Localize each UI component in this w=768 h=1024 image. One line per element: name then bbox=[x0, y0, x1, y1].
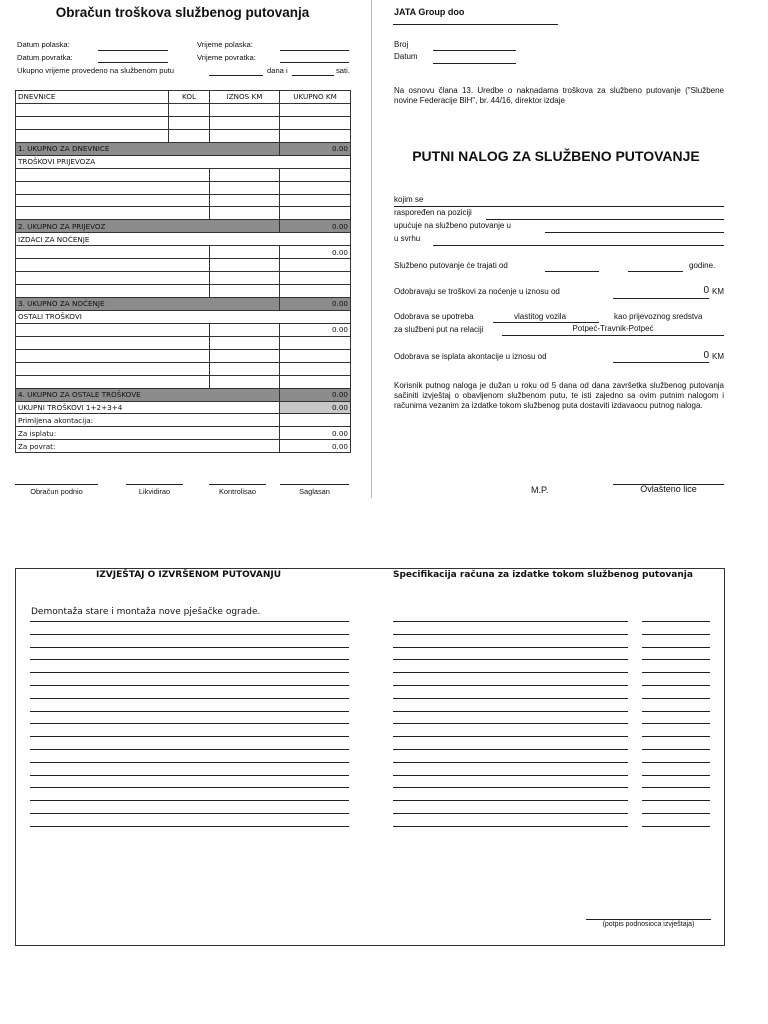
spec-line-amount[interactable] bbox=[642, 813, 710, 814]
sum-dnevnice-value: 0.00 bbox=[280, 142, 351, 155]
table-row[interactable] bbox=[16, 207, 351, 220]
sati-label: sati. bbox=[336, 66, 350, 75]
spec-line-amount[interactable] bbox=[642, 659, 710, 660]
sig-likvidirao-label: Likvidirao bbox=[138, 487, 171, 496]
col-dnevnice: DNEVNICE bbox=[16, 91, 169, 104]
sig-kontrolisao-line[interactable] bbox=[209, 484, 266, 485]
isplata-label: Za isplatu: bbox=[16, 427, 280, 440]
vrijeme-polaska-label: Vrijeme polaska: bbox=[197, 40, 253, 49]
table-row[interactable] bbox=[16, 194, 351, 207]
report-line[interactable] bbox=[30, 621, 349, 622]
section-ostali-label: OSTALI TROŠKOVI bbox=[16, 310, 351, 323]
kojim-se-label: kojim se bbox=[394, 195, 424, 204]
spec-line-desc[interactable] bbox=[393, 698, 628, 699]
report-line[interactable] bbox=[30, 711, 349, 712]
akontacija-value-right: 0 bbox=[703, 350, 709, 361]
report-signature-line[interactable] bbox=[586, 919, 711, 920]
ostali-first-value: 0.00 bbox=[280, 323, 351, 336]
total-row bbox=[16, 401, 351, 414]
section-row bbox=[16, 233, 351, 246]
total-label: UKUPNI TROŠKOVI 1+2+3+4 bbox=[16, 401, 280, 414]
spec-line-amount[interactable] bbox=[642, 749, 710, 750]
section-prijevoz-label: TROŠKOVI PRIJEVOZA bbox=[16, 155, 351, 168]
sum-prijevoz-value: 0.00 bbox=[280, 220, 351, 233]
table-row[interactable] bbox=[16, 349, 351, 362]
akontacija-value[interactable] bbox=[280, 414, 351, 427]
report-line[interactable] bbox=[30, 813, 349, 814]
akontacija-km: KM bbox=[712, 352, 724, 361]
dana-i-label: dana i bbox=[267, 66, 288, 75]
report-line[interactable] bbox=[30, 749, 349, 750]
report-box bbox=[15, 568, 725, 946]
sig-saglasan-label: Saglasan bbox=[299, 487, 330, 496]
putni-nalog-title: PUTNI NALOG ZA SLUŽBENO PUTOVANJE bbox=[412, 148, 700, 164]
table-row[interactable] bbox=[16, 323, 351, 336]
sum-dnevnice-label: 1. UKUPNO ZA DNEVNICE bbox=[16, 142, 280, 155]
sati-field[interactable] bbox=[292, 75, 334, 76]
spec-line-desc[interactable] bbox=[393, 762, 628, 763]
intro-paragraph: Na osnovu člana 13. Uredbe o naknadama troškova za službeno putovanje ("Službene novine Federacije BiH", br. 44/16, direktor izdaje bbox=[394, 86, 724, 105]
relacija-value: Potpeć-Travnik-Potpeć bbox=[572, 324, 654, 333]
table-row[interactable] bbox=[16, 246, 351, 259]
dana-field[interactable] bbox=[209, 75, 263, 76]
spec-line-amount[interactable] bbox=[642, 711, 710, 712]
nocenje-first-value: 0.00 bbox=[280, 246, 351, 259]
table-row[interactable] bbox=[16, 168, 351, 181]
nocenje-label: Odobravaju se troškovi za noćenje u iznosu od bbox=[394, 287, 560, 296]
spec-line-desc[interactable] bbox=[393, 659, 628, 660]
report-line[interactable] bbox=[30, 775, 349, 776]
report-signature-label: (potpis podnosioca izvještaja) bbox=[602, 921, 695, 928]
report-line[interactable] bbox=[30, 736, 349, 737]
u-svrhu-field[interactable] bbox=[433, 245, 724, 246]
col-ukupno: UKUPNO KM bbox=[280, 91, 351, 104]
spec-line-desc[interactable] bbox=[393, 775, 628, 776]
report-line[interactable] bbox=[30, 800, 349, 801]
relacija-label: za službeni put na relaciji bbox=[394, 325, 484, 334]
spec-line-desc[interactable] bbox=[393, 723, 628, 724]
upotreba-label: Odobrava se upotreba bbox=[394, 312, 474, 321]
nocenje-km: KM bbox=[712, 287, 724, 296]
povrat-value: 0.00 bbox=[280, 440, 351, 453]
page-divider bbox=[371, 0, 372, 498]
trajati-label: Službeno putovanje će trajati od bbox=[394, 261, 508, 270]
report-line[interactable] bbox=[30, 787, 349, 788]
report-line[interactable] bbox=[30, 762, 349, 763]
spec-line-desc[interactable] bbox=[393, 813, 628, 814]
broj-field[interactable] bbox=[433, 50, 516, 51]
sum-prijevoz-row bbox=[16, 220, 351, 233]
akontacija-label: Primljena akontacija: bbox=[16, 414, 280, 427]
report-line[interactable] bbox=[30, 672, 349, 673]
notice-paragraph: Korisnik putnog naloga je dužan u roku od 5 dana od dana završetka službenog putovanja sačiniti izvještaj o obavljenom službenom putu, te isti zajedno sa ovim putnim nalogom i računima vezanim za izdatke tokom službenog puta dostaviti izdavaocu putnog naloga. bbox=[394, 381, 724, 410]
nocenje-field[interactable] bbox=[613, 298, 709, 299]
spec-line-amount[interactable] bbox=[642, 787, 710, 788]
mp-label: M.P. bbox=[531, 485, 549, 495]
report-line[interactable] bbox=[30, 723, 349, 724]
godine-label: godine. bbox=[689, 261, 716, 270]
sum-nocenje-row bbox=[16, 298, 351, 311]
table-row[interactable] bbox=[16, 336, 351, 349]
report-line[interactable] bbox=[30, 698, 349, 699]
spec-line-amount[interactable] bbox=[642, 672, 710, 673]
spec-line-amount[interactable] bbox=[642, 698, 710, 699]
spec-line-amount[interactable] bbox=[642, 634, 710, 635]
akontacija-row bbox=[16, 414, 351, 427]
sig-saglasan-line[interactable] bbox=[280, 484, 349, 485]
trajati-do-field[interactable] bbox=[628, 271, 683, 272]
table-row[interactable] bbox=[16, 362, 351, 375]
table-row[interactable] bbox=[16, 103, 351, 116]
col-iznos: IZNOS KM bbox=[210, 91, 280, 104]
sum-prijevoz-label: 2. UKUPNO ZA PRIJEVOZ bbox=[16, 220, 280, 233]
spec-line-amount[interactable] bbox=[642, 685, 710, 686]
datum-povratka-label: Datum povratka: bbox=[17, 53, 73, 62]
isplata-value: 0.00 bbox=[280, 427, 351, 440]
datum-label: Datum bbox=[394, 52, 418, 61]
spec-line-desc[interactable] bbox=[393, 787, 628, 788]
section-row bbox=[16, 310, 351, 323]
table-row[interactable] bbox=[16, 272, 351, 285]
spec-line-desc[interactable] bbox=[393, 672, 628, 673]
spec-line-desc[interactable] bbox=[393, 621, 628, 622]
rasporeden-field[interactable] bbox=[486, 219, 724, 220]
report-text: Demontaža stare i montaža nove pješačke ograde. bbox=[31, 607, 261, 617]
report-line[interactable] bbox=[30, 685, 349, 686]
spec-line-desc[interactable] bbox=[393, 749, 628, 750]
ukupno-vrijeme-label: Ukupno vrijeme provedeno na službenom putu bbox=[17, 66, 175, 75]
sum-nocenje-value: 0.00 bbox=[280, 298, 351, 311]
isplata-row bbox=[16, 427, 351, 440]
spec-line-amount[interactable] bbox=[642, 736, 710, 737]
table-row[interactable] bbox=[16, 259, 351, 272]
akontacija-field[interactable] bbox=[613, 362, 709, 363]
report-line[interactable] bbox=[30, 647, 349, 648]
sum-ostali-label: 4. UKUPNO ZA OSTALE TROŠKOVE bbox=[16, 388, 280, 401]
sig-obracun-line[interactable] bbox=[15, 484, 98, 485]
spec-title: Specifikacija računa za izdatke tokom službenog putovanja bbox=[393, 570, 693, 580]
akontacija-label-right: Odobrava se isplata akontacije u iznosu od bbox=[394, 352, 547, 361]
company-underline bbox=[393, 24, 558, 25]
company-name: JATA Group doo bbox=[394, 7, 465, 17]
datum-povratka-field[interactable] bbox=[98, 62, 168, 63]
vozilo-value: vlastitog vozila bbox=[514, 312, 567, 321]
spec-line-amount[interactable] bbox=[642, 826, 710, 827]
sum-dnevnice-row bbox=[16, 142, 351, 155]
table-row[interactable] bbox=[16, 375, 351, 388]
prijevozno-label: kao prijevoznog sredstva bbox=[614, 312, 703, 321]
vrijeme-polaska-field[interactable] bbox=[280, 50, 349, 51]
nocenje-value: 0 bbox=[703, 285, 709, 296]
spec-line-desc[interactable] bbox=[393, 685, 628, 686]
povrat-row bbox=[16, 440, 351, 453]
spec-line-desc[interactable] bbox=[393, 634, 628, 635]
upucuje-label: upućuje na službeno putovanje u bbox=[394, 221, 511, 230]
spec-line-amount[interactable] bbox=[642, 723, 710, 724]
rasporeden-label: raspoređen na poziciji bbox=[394, 208, 472, 217]
table-row[interactable] bbox=[16, 285, 351, 298]
sum-ostali-value: 0.00 bbox=[280, 388, 351, 401]
upucuje-field[interactable] bbox=[545, 232, 724, 233]
spec-line-amount[interactable] bbox=[642, 647, 710, 648]
spec-line-desc[interactable] bbox=[393, 826, 628, 827]
u-svrhu-label: u svrhu bbox=[394, 234, 421, 243]
relacija-field[interactable] bbox=[502, 335, 724, 336]
spec-line-amount[interactable] bbox=[642, 800, 710, 801]
datum-polaska-field[interactable] bbox=[98, 50, 168, 51]
ovlasteno-label: Ovlašteno lice bbox=[640, 484, 697, 494]
spec-line-desc[interactable] bbox=[393, 800, 628, 801]
trajati-od-field[interactable] bbox=[545, 271, 599, 272]
report-line[interactable] bbox=[30, 634, 349, 635]
sig-obracun-label: Obračun podnio bbox=[30, 487, 83, 496]
table-row[interactable] bbox=[16, 129, 351, 142]
vrijeme-povratka-field[interactable] bbox=[280, 62, 349, 63]
sig-likvidirao-line[interactable] bbox=[126, 484, 183, 485]
spec-line-desc[interactable] bbox=[393, 736, 628, 737]
report-title: IZVJEŠTAJ O IZVRŠENOM PUTOVANJU bbox=[95, 570, 282, 580]
datum-polaska-label: Datum polaska: bbox=[17, 40, 70, 49]
section-row bbox=[16, 155, 351, 168]
vrijeme-povratka-label: Vrijeme povratka: bbox=[197, 53, 256, 62]
spec-line-amount[interactable] bbox=[642, 621, 710, 622]
col-kol: KOL bbox=[169, 91, 210, 104]
sum-nocenje-label: 3. UKUPNO ZA NOĆENJE bbox=[16, 298, 280, 311]
table-row[interactable] bbox=[16, 116, 351, 129]
sum-ostali-row bbox=[16, 388, 351, 401]
spec-line-desc[interactable] bbox=[393, 711, 628, 712]
section-nocenje-label: IZDACI ZA NOĆENJE bbox=[16, 233, 351, 246]
cost-table bbox=[15, 90, 351, 453]
obracun-title: Obračun troškova službenog putovanja bbox=[55, 5, 310, 20]
spec-line-amount[interactable] bbox=[642, 762, 710, 763]
vozilo-field[interactable] bbox=[493, 322, 599, 323]
table-header-row bbox=[16, 91, 351, 104]
spec-line-desc[interactable] bbox=[393, 647, 628, 648]
table-row[interactable] bbox=[16, 181, 351, 194]
kojim-se-field[interactable] bbox=[394, 206, 724, 207]
datum-field[interactable] bbox=[433, 63, 516, 64]
sig-kontrolisao-label: Kontrolisao bbox=[219, 487, 256, 496]
broj-label: Broj bbox=[394, 40, 409, 49]
spec-line-amount[interactable] bbox=[642, 775, 710, 776]
report-line[interactable] bbox=[30, 659, 349, 660]
report-line[interactable] bbox=[30, 826, 349, 827]
povrat-label: Za povrat: bbox=[16, 440, 280, 453]
total-value: 0.00 bbox=[280, 401, 351, 414]
